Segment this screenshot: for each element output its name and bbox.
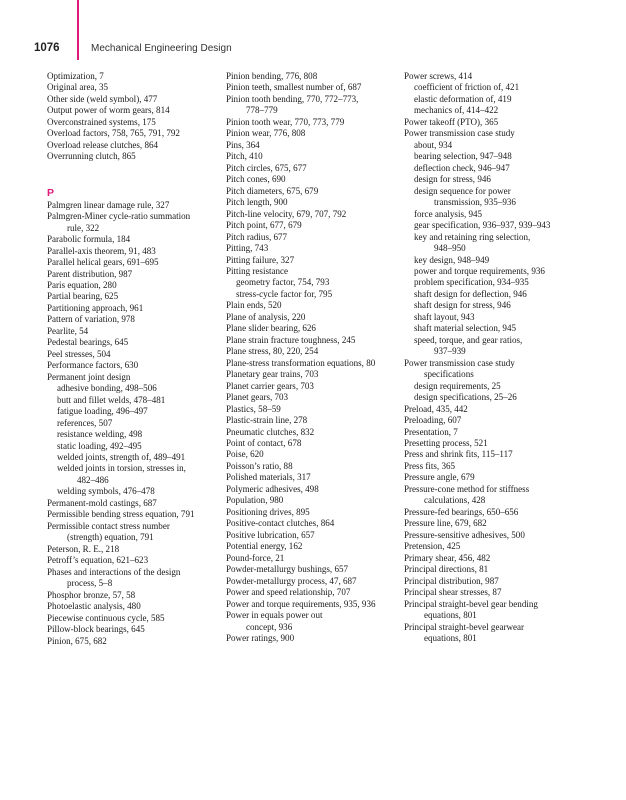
index-entry: Phosphor bronze, 57, 58	[47, 589, 136, 600]
index-entry: Poisson’s ratio, 88	[226, 460, 293, 471]
index-subentry: key design, 948–949	[414, 254, 490, 265]
index-entry: Positive-contact clutches, 864	[226, 518, 335, 529]
index-entry: Original area, 35	[47, 82, 109, 93]
index-entry: Pinion bending, 776, 808	[226, 71, 318, 81]
index-subentry: concept, 936	[246, 621, 293, 632]
index-entry: Plane slider bearing, 626	[226, 323, 316, 334]
index-subentry: references, 507	[57, 417, 113, 428]
index-entry: Permissible contact stress number	[47, 520, 170, 531]
index-subentry: force analysis, 945	[414, 208, 483, 219]
index-entry: Pound-force, 21	[226, 552, 285, 563]
index-entry: Pressure-cone method for stiffness	[404, 483, 530, 494]
index-entry: Principal shear stresses, 87	[404, 587, 502, 598]
blank-line	[47, 174, 212, 185]
index-entry: Phases and interactions of the design	[47, 566, 181, 577]
index-entry: Presentation, 7	[404, 426, 458, 437]
index-entry: Palmgren-Miner cycle-ratio summation	[47, 211, 191, 222]
index-subentry: elastic deformation of, 419	[414, 93, 512, 104]
index-entry: Peel stresses, 504	[47, 348, 111, 359]
index-entry: Parallel helical gears, 691–695	[47, 257, 159, 268]
index-entry: Overload release clutches, 864	[47, 139, 159, 150]
index-entry: Pillow-block bearings, 645	[47, 624, 145, 635]
index-entry: Plastic-strain line, 278	[226, 415, 308, 426]
index-column-1	[47, 71, 212, 647]
index-entry: Power and speed relationship, 707	[226, 587, 351, 598]
index-entry: Primary shear, 456, 482	[404, 552, 491, 563]
index-entry: Planetary gear trains, 703	[226, 369, 319, 380]
index-subentry: shaft design for deflection, 946	[414, 288, 527, 299]
index-entry: Pinion tooth bending, 770, 772–773,	[226, 93, 359, 104]
index-subentry: welding symbols, 476–478	[57, 486, 155, 497]
index-subentry: (strength) equation, 791	[67, 532, 154, 543]
index-entry: Overload factors, 758, 765, 791, 792	[47, 128, 180, 139]
index-subentry: 937–939	[434, 346, 466, 357]
index-subentry: design requirements, 25	[414, 380, 501, 391]
index-entry: Planet carrier gears, 703	[226, 380, 314, 391]
index-entry: Pins, 364	[226, 139, 260, 150]
index-entry: Principal directions, 81	[404, 564, 489, 575]
index-entry: Pitch diameters, 675, 679	[226, 185, 319, 196]
index-subentry: about, 934	[414, 139, 453, 150]
index-entry: Photoelastic analysis, 480	[47, 601, 141, 612]
index-entry: Pitch cones, 690	[226, 174, 286, 185]
index-entry: Pinion wear, 776, 808	[226, 128, 306, 139]
index-entry: Plain ends, 520	[226, 300, 282, 311]
index-entry: Power ratings, 900	[226, 632, 295, 643]
index-entry: Principal straight-bevel gearwear	[404, 621, 525, 632]
index-entry: Optimization, 7	[47, 71, 104, 81]
index-subentry: problem specification, 934–935	[414, 277, 529, 288]
index-entry: Plane strain fracture toughness, 245	[226, 334, 356, 345]
index-entry: Performance factors, 630	[47, 360, 139, 371]
index-entry: Piecewise continuous cycle, 585	[47, 612, 165, 623]
index-entry: Pinion teeth, smallest number of, 687	[226, 82, 362, 93]
index-subentry: equations, 801	[424, 610, 477, 621]
index-entry: Pearlite, 54	[47, 325, 89, 336]
index-entry: Pitch point, 677, 679	[226, 220, 302, 231]
index-subentry: bearing selection, 947–948	[414, 151, 512, 162]
index-entry: Pitch, 410	[226, 151, 263, 162]
index-subentry: speed, torque, and gear ratios,	[414, 334, 523, 345]
index-entry: Power transmission case study	[404, 128, 515, 139]
index-entry: Partial bearing, 625	[47, 291, 119, 302]
index-entry: Palmgren linear damage rule, 327	[47, 199, 170, 210]
index-entry: Polished materials, 317	[226, 472, 311, 483]
index-entry: Polymeric adhesives, 498	[226, 483, 319, 494]
index-entry: Pedestal bearings, 645	[47, 337, 129, 348]
index-entry: Parabolic formula, 184	[47, 234, 131, 245]
index-subentry: resistance welding, 498	[57, 429, 143, 440]
blank-line	[47, 163, 212, 174]
index-entry: Preload, 435, 442	[404, 403, 468, 414]
index-entry: Press and shrink fits, 115–117	[404, 449, 513, 460]
index-entry: Pressure-sensitive adhesives, 500	[404, 529, 525, 540]
index-entry: Pitting failure, 327	[226, 254, 295, 265]
index-entry: Potential energy, 162	[226, 541, 303, 552]
index-subentry: shaft design for stress, 946	[414, 300, 511, 311]
index-entry: Partitioning approach, 961	[47, 302, 144, 313]
header-accent-bar	[77, 0, 79, 60]
index-entry: Power takeoff (PTO), 365	[404, 116, 499, 127]
index-entry: Pitting, 743	[226, 243, 269, 254]
index-subentry: power and torque requirements, 936	[414, 265, 545, 276]
index-entry: Pressure line, 679, 682	[404, 518, 487, 529]
index-entry: Plane stress, 80, 220, 254	[226, 346, 319, 357]
index-entry: Power and torque requirements, 935, 936	[226, 598, 376, 609]
index-entry: Pitch circles, 675, 677	[226, 162, 307, 173]
index-subentry: process, 5–8	[67, 578, 113, 589]
page-number: 1076	[34, 42, 60, 54]
index-entry: Plane-stress transformation equations, 80	[226, 357, 376, 368]
index-subentry: mechanics of, 414–422	[414, 105, 499, 116]
index-entry: Pinion, 675, 682	[47, 635, 107, 646]
index-subentry: design sequence for power	[414, 185, 511, 196]
index-entry: Peterson, R. E., 218	[47, 543, 120, 554]
index-entry: Pitch radius, 677	[226, 231, 288, 242]
index-entry: Presetting process, 521	[404, 438, 488, 448]
index-entry: Pressure angle, 679	[404, 472, 475, 483]
index-subentry: coefficient of friction of, 421	[414, 82, 520, 93]
index-subentry: static loading, 492–495	[57, 440, 142, 451]
index-entry: Plane of analysis, 220	[226, 311, 306, 322]
index-subentry: welded joints in torsion, stresses in,	[57, 463, 186, 474]
index-entry: Other side (weld symbol), 477	[47, 93, 158, 104]
index-entry: Pattern of variation, 978	[47, 314, 135, 325]
index-subentry: shaft material selection, 945	[414, 323, 516, 334]
index-subentry: equations, 801	[424, 632, 477, 643]
index-entry: Pretension, 425	[404, 541, 461, 552]
index-entry: Principal distribution, 987	[404, 575, 499, 586]
index-entry: Overconstrained systems, 175	[47, 116, 156, 127]
index-entry: Petroff’s equation, 621–623	[47, 555, 149, 566]
index-entry: Power screws, 414	[404, 71, 473, 81]
index-subentry: stress-cycle factor for, 795	[236, 288, 333, 299]
index-subentry: fatigue loading, 496–497	[57, 406, 148, 417]
index-subentry: 778–779	[246, 105, 278, 116]
index-entry: Powder-metallurgy process, 47, 687	[226, 575, 357, 586]
index-entry: Permissible bending stress equation, 791	[47, 509, 195, 520]
index-entry: Overrunning clutch, 865	[47, 151, 136, 162]
index-entry: Parent distribution, 987	[47, 268, 133, 279]
index-entry: Power in equals power out	[226, 610, 323, 621]
running-title: Mechanical Engineering Design	[91, 43, 232, 54]
index-subentry: rule, 322	[67, 222, 100, 233]
index-entry: Plastics, 58–59	[226, 403, 281, 414]
index-subentry: shaft layout, 943	[414, 311, 475, 322]
index-entry: Paris equation, 280	[47, 279, 117, 290]
index-entry: Planet gears, 703	[226, 392, 289, 403]
index-subentry: design specifications, 25–26	[414, 392, 517, 403]
index-entry: Poise, 620	[226, 449, 264, 460]
index-entry: Population, 980	[226, 495, 284, 506]
index-entry: Pressure-fed bearings, 650–656	[404, 506, 519, 517]
index-entry: Press fits, 365	[404, 460, 456, 471]
index-subentry: 948–950	[434, 243, 466, 254]
index-entry: Pitting resistance	[226, 265, 289, 276]
index-entry: Permanent joint design	[47, 371, 131, 382]
index-subentry: welded joints, strength of, 489–491	[57, 452, 186, 462]
index-entry: Pneumatic clutches, 832	[226, 426, 315, 437]
index-entry: Pitch-line velocity, 679, 707, 792	[226, 208, 347, 219]
index-subentry: calculations, 428	[424, 495, 486, 506]
index-entry: Pinion tooth wear, 770, 773, 779	[226, 116, 345, 127]
section-letter: P	[47, 186, 55, 199]
index-subentry: adhesive bonding, 498–506	[57, 383, 157, 394]
index-subentry: design for stress, 946	[414, 174, 491, 185]
index-entry: Powder-metallurgy bushings, 657	[226, 564, 349, 575]
index-subentry: 482–486	[77, 474, 109, 485]
index-subentry: butt and fillet welds, 478–481	[57, 394, 166, 405]
index-subentry: deflection check, 946–947	[414, 162, 510, 173]
index-entry: Pitch length, 900	[226, 197, 288, 208]
index-subentry: gear specification, 936–937, 939–943	[414, 220, 551, 231]
index-column-2	[226, 71, 391, 644]
index-subentry: geometry factor, 754, 793	[236, 277, 330, 288]
index-entry: Point of contact, 678	[226, 438, 302, 448]
index-entry: Positive lubrication, 657	[226, 529, 315, 540]
index-subentry: transmission, 935–936	[434, 197, 516, 208]
index-entry: Output power of worm gears, 814	[47, 105, 170, 116]
index-entry: Principal straight-bevel gear bending	[404, 598, 538, 609]
index-entry: Power transmission case study	[404, 357, 515, 368]
index-subentry: key and retaining ring selection,	[414, 231, 531, 242]
index-entry: Permanent-mold castings, 687	[47, 497, 157, 508]
index-subentry: specifications	[424, 369, 474, 380]
index-entry: Preloading, 607	[404, 415, 462, 426]
index-column-3	[404, 71, 604, 644]
index-entry: Parallel-axis theorem, 91, 483	[47, 245, 156, 256]
index-entry: Positioning drives, 895	[226, 506, 310, 517]
